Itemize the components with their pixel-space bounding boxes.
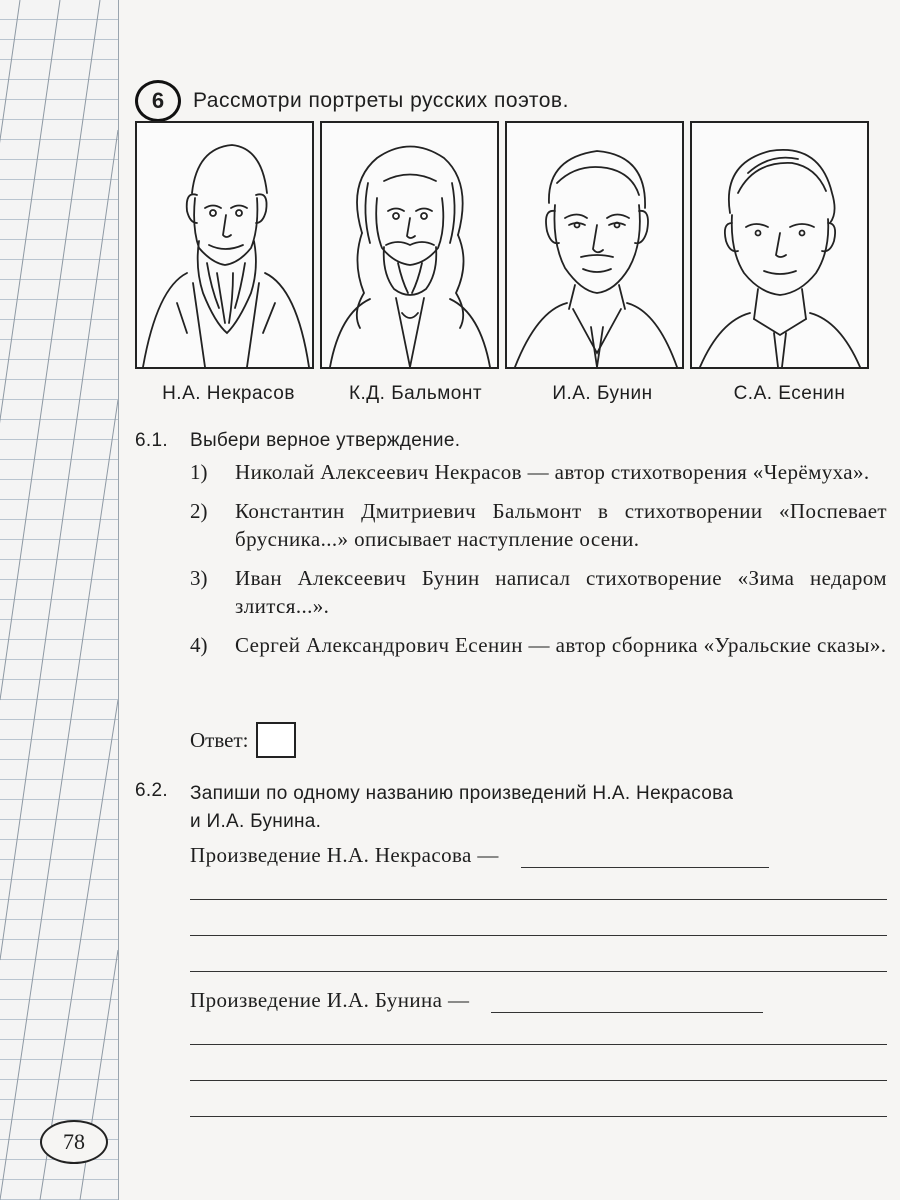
option-4 bbox=[190, 631, 887, 659]
answer-line[interactable] bbox=[190, 1080, 887, 1081]
answer-options bbox=[190, 458, 887, 670]
option-number: 3) bbox=[190, 566, 208, 590]
bunin-answer-field[interactable] bbox=[491, 1011, 763, 1013]
question-6-2-text bbox=[190, 780, 890, 836]
portrait-balmont-icon bbox=[320, 121, 499, 369]
question-6-1-text: Выбери верное утверждение. bbox=[190, 430, 461, 451]
question-6-1-label: 6.1. bbox=[135, 430, 168, 451]
caption-balmont: К.Д. Бальмонт bbox=[348, 383, 483, 404]
option-text: Николай Алексеевич Некрасов — автор стихотворения «Черёмуха». bbox=[235, 460, 870, 484]
page-number: 78 bbox=[40, 1120, 108, 1164]
option-1 bbox=[190, 458, 887, 486]
option-number: 2) bbox=[190, 499, 208, 523]
portrait-esenin-icon bbox=[690, 121, 869, 369]
answer-line[interactable] bbox=[190, 935, 887, 936]
nekrasov-answer-field[interactable] bbox=[521, 866, 769, 868]
option-text: Сергей Александрович Есенин — автор сборника «Уральские сказы». bbox=[235, 633, 887, 657]
nekrasov-work-prompt bbox=[190, 843, 769, 868]
portrait-nekrasov-icon bbox=[135, 121, 314, 369]
portrait-gallery bbox=[135, 121, 869, 369]
nekrasov-prompt-text: Произведение Н.А. Некрасова — bbox=[190, 843, 499, 867]
option-3 bbox=[190, 564, 887, 620]
option-text: Константин Дмитриевич Бальмонт в стихотворении «Поспевает брусника...» описывает наступление осени. bbox=[235, 499, 887, 551]
task-number-badge: 6 bbox=[135, 80, 181, 122]
option-text: Иван Алексеевич Бунин написал стихотворение «Зима недаром злится...». bbox=[235, 566, 887, 618]
question-6-2-label: 6.2. bbox=[135, 780, 168, 801]
answer-line[interactable] bbox=[190, 1044, 887, 1045]
answer-line[interactable] bbox=[190, 1116, 887, 1117]
caption-nekrasov: Н.А. Некрасов bbox=[162, 383, 295, 404]
answer-line[interactable] bbox=[190, 899, 887, 900]
answer-label: Ответ: bbox=[190, 727, 249, 752]
option-number: 4) bbox=[190, 633, 208, 657]
portrait-captions bbox=[135, 383, 885, 405]
ruled-margin bbox=[0, 0, 119, 1200]
question-6-2-line-1: Запиши по одному названию произведений Н.А. Некрасова bbox=[190, 783, 734, 804]
bunin-prompt-text: Произведение И.А. Бунина — bbox=[190, 988, 470, 1012]
option-2 bbox=[190, 497, 887, 553]
bunin-work-prompt bbox=[190, 988, 763, 1013]
option-number: 1) bbox=[190, 460, 208, 484]
question-6-2-line-2: и И.А. Бунина. bbox=[190, 811, 322, 832]
task-header bbox=[135, 80, 569, 122]
answer-box[interactable] bbox=[256, 722, 296, 758]
caption-bunin: И.А. Бунин bbox=[552, 383, 653, 404]
portrait-bunin-icon bbox=[505, 121, 684, 369]
answer-row bbox=[190, 722, 296, 758]
answer-line[interactable] bbox=[190, 971, 887, 972]
caption-esenin: С.А. Есенин bbox=[733, 383, 846, 404]
task-title: Рассмотри портреты русских поэтов. bbox=[193, 89, 569, 112]
